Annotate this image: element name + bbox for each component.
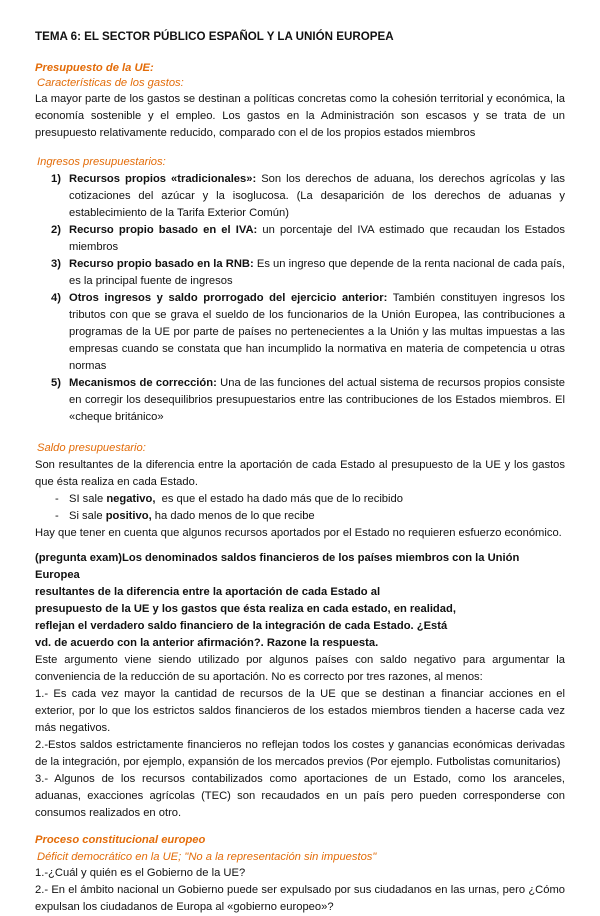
- answer-paragraph: Este argumento viene siendo utilizado por algunos países con saldo negativo para argumentar la conveniencia de la reducción de su aportación. No es correcto por tres razones, al menos:: [35, 654, 565, 683]
- bullet-text: SI sale: [69, 493, 107, 505]
- list-term: Recurso propio basado en el IVA:: [69, 224, 258, 236]
- gastos-paragraph: La mayor parte de los gastos se destinan a políticas concretas como la cohesión territorial y económica, la economía sostenible y el empleo. Los gastos en la Administración son escasos y se trata de un presupuesto relativamente reducido, comparado con el de los propios estados miembros: [35, 93, 565, 139]
- list-text: Son los derechos de aduana, los derechos agrícolas y las cotizaciones del azúcar y la isoglucosa. (La desaparición de los derechos de aduanas y establecimiento de la Tarifa Exterior Común): [69, 173, 565, 219]
- list-item: [35, 256, 565, 290]
- bullet-item: - Si sale positivo, ha dado menos de lo que recibe: [55, 510, 315, 522]
- bullet-bold: positivo,: [105, 510, 152, 522]
- subheading-saldo: Saldo presupuestario:: [37, 442, 146, 454]
- bullet-item: - SI sale negativo, es que el estado ha dado más que de lo recibido: [55, 493, 403, 505]
- list-text: Una de las funciones del actual sistema de recursos propios consiste en corregir los desequilibrios presupuestarios entre las contribuciones de los Estados miembros. El «cheque británico»: [69, 377, 565, 423]
- document-page: [35, 28, 565, 916]
- ingresos-list: [35, 171, 565, 426]
- proceso-paragraph: 1.-¿Cuál y quién es el Gobierno de la UE?: [35, 867, 246, 879]
- question-line: resultantes de la diferencia entre la aportación de cada Estado al: [35, 586, 381, 598]
- list-text: Es un ingreso que depende de la renta nacional de cada país, es la principal fuente de ingresos: [69, 258, 565, 287]
- subheading-deficit: Déficit democrático en la UE; "No a la representación sin impuestos": [37, 851, 377, 863]
- question-line: (pregunta exam)Los denominados saldos financieros de los países miembros con la Unión Europea: [35, 552, 520, 581]
- list-term: Otros ingresos y saldo prorrogado del ejercicio anterior:: [69, 292, 388, 304]
- list-text: También constituyen ingresos los tributos con que se grava el sueldo de los funcionarios de la Unión Europea, las contribuciones a programas de la UE por parte de países no pertenecientes a la Unión y las multas impuestas a las empresas cuando se constata que han incumplido la normativa en materia de competencia u otras normas: [69, 292, 565, 372]
- answer-paragraph: 3.- Algunos de los recursos contabilizados como aportaciones de un Estado, como los aranceles, aduanas, exacciones agrícolas (TEC) son recaudados en un país pero pueden corresponderse con consumos realizados en otro.: [35, 773, 565, 819]
- list-item: [35, 290, 565, 375]
- list-number: 1): [51, 173, 61, 185]
- exam-question: [35, 550, 565, 652]
- list-item: [35, 375, 565, 426]
- proceso-paragraph: 2.- En el ámbito nacional un Gobierno puede ser expulsado por sus ciudadanos en las urnas, pero ¿Cómo expulsan los ciudadanos de Europa al «gobierno europeo»?: [35, 884, 565, 913]
- saldo-note: Hay que tener en cuenta que algunos recursos aportados por el Estado no requieren esfuerzo económico.: [35, 527, 562, 539]
- section-heading-presupuesto: Presupuesto de la UE:: [35, 62, 154, 74]
- section-heading-proceso: Proceso constitucional europeo: [35, 834, 206, 846]
- question-line: reflejan el verdadero saldo financiero de la integración de cada Estado. ¿Está: [35, 620, 448, 632]
- list-term: Recursos propios «tradicionales»:: [69, 173, 257, 185]
- list-term: Recurso propio basado en la RNB:: [69, 258, 254, 270]
- bullet-text: ha dado menos de lo que recibe: [151, 510, 315, 522]
- document-title: TEMA 6: EL SECTOR PÚBLICO ESPAÑOL Y LA UNIÓN EUROPEA: [35, 30, 394, 43]
- answer-paragraph: 1.- Es cada vez mayor la cantidad de recursos de la UE que se destinan a financiar acciones en el exterior, por lo que los estrictos saldos financieros de los estados miembros tienden a hacerse cada vez más negativos.: [35, 688, 565, 734]
- list-number: 5): [51, 377, 61, 389]
- subheading-gastos: Características de los gastos:: [37, 77, 184, 89]
- subheading-ingresos: Ingresos presupuestarios:: [37, 156, 166, 168]
- question-line: vd. de acuerdo con la anterior afirmación?. Razone la respuesta.: [35, 637, 379, 649]
- list-number: 2): [51, 224, 61, 236]
- question-line: presupuesto de la UE y los gastos que ésta realiza en cada estado, en realidad,: [35, 603, 456, 615]
- bullet-text: es que el estado ha dado más que de lo recibido: [155, 493, 403, 505]
- saldo-paragraph: Son resultantes de la diferencia entre la aportación de cada Estado al presupuesto de la UE y los gastos que ésta realiza en cada Estado.: [35, 459, 565, 488]
- answer-paragraph: 2.-Estos saldos estrictamente financieros no reflejan todos los costes y ganancias económicas derivadas de la integración, por ejemplo, expansión de los mercados previos (Por ejemplo. Futbolistas comunitarios): [35, 739, 565, 768]
- list-term: Mecanismos de corrección:: [69, 377, 217, 389]
- list-item: [35, 222, 565, 256]
- list-number: 4): [51, 292, 61, 304]
- list-text: un porcentaje del IVA estimado que recaudan los Estados miembros: [69, 224, 565, 253]
- bullet-bold: negativo,: [106, 493, 156, 505]
- list-number: 3): [51, 258, 61, 270]
- list-item: [35, 171, 565, 222]
- bullet-text: Si sale: [69, 510, 106, 522]
